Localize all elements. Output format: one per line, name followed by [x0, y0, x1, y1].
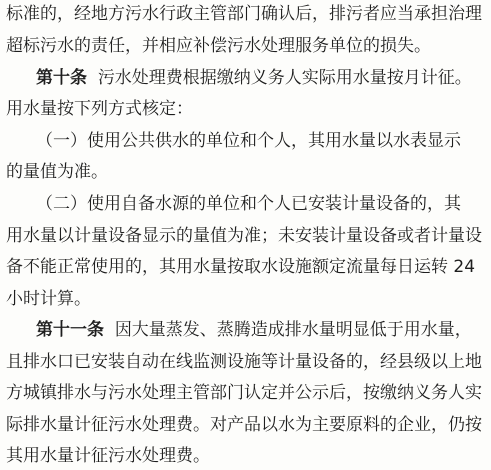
- line-text: （一）使用公共供水的单位和个人，其用水量以水表显示: [36, 131, 461, 151]
- line-text: 小时计算。: [6, 289, 91, 309]
- article-11-line: [36, 316, 472, 344]
- text-line: [6, 442, 210, 470]
- line-text: 际排水量计征污水处理费。对产品以水为主要原料的企业，仍按: [6, 415, 482, 435]
- line-text: 超标污水的责任，并相应补偿污水处理服务单位的损失。: [6, 36, 431, 56]
- line-text: 污水处理费根据缴纳义务人实际用水量按月计征。: [97, 68, 472, 88]
- line-text: 用水量按下列方式核定：: [6, 99, 193, 119]
- line-text: 备不能正常使用的，其用水量按取水设施额定流量每日运转 24: [6, 257, 476, 277]
- text-line: [36, 190, 461, 218]
- text-line: [6, 348, 482, 376]
- article-label: 第十一条: [36, 320, 104, 340]
- text-line: [6, 253, 475, 281]
- line-text: 标准的，经地方污水行政主管部门确认后，排污者应当承担治理: [6, 4, 482, 24]
- text-line: [6, 379, 482, 407]
- text-line: [36, 127, 461, 155]
- text-line: [6, 222, 482, 250]
- line-text: 且排水口已安装自动在线监测设施等计量设备的，经县级以上地: [6, 352, 482, 372]
- text-line: [6, 32, 431, 60]
- article-10-line: [36, 64, 472, 92]
- text-line: [6, 285, 91, 313]
- line-text: 因大量蒸发、蒸腾造成排水量明显低于用水量，: [114, 320, 472, 340]
- line-text: 方城镇排水与污水处理主管部门认定并公示后，按缴纳义务人实: [6, 383, 482, 403]
- line-text: 的量值为准。: [6, 162, 108, 182]
- article-label: 第十条: [36, 68, 87, 88]
- line-text: 用水量以计量设备显示的量值为准；未安装计量设备或者计量设: [6, 226, 482, 246]
- text-line: [6, 158, 108, 186]
- text-line: [6, 0, 482, 28]
- text-line: [6, 411, 482, 439]
- line-text: （二）使用自备水源的单位和个人已安装计量设备的，其: [36, 194, 461, 214]
- text-line: [6, 95, 193, 123]
- line-text: 其用水量计征污水处理费。: [6, 446, 210, 466]
